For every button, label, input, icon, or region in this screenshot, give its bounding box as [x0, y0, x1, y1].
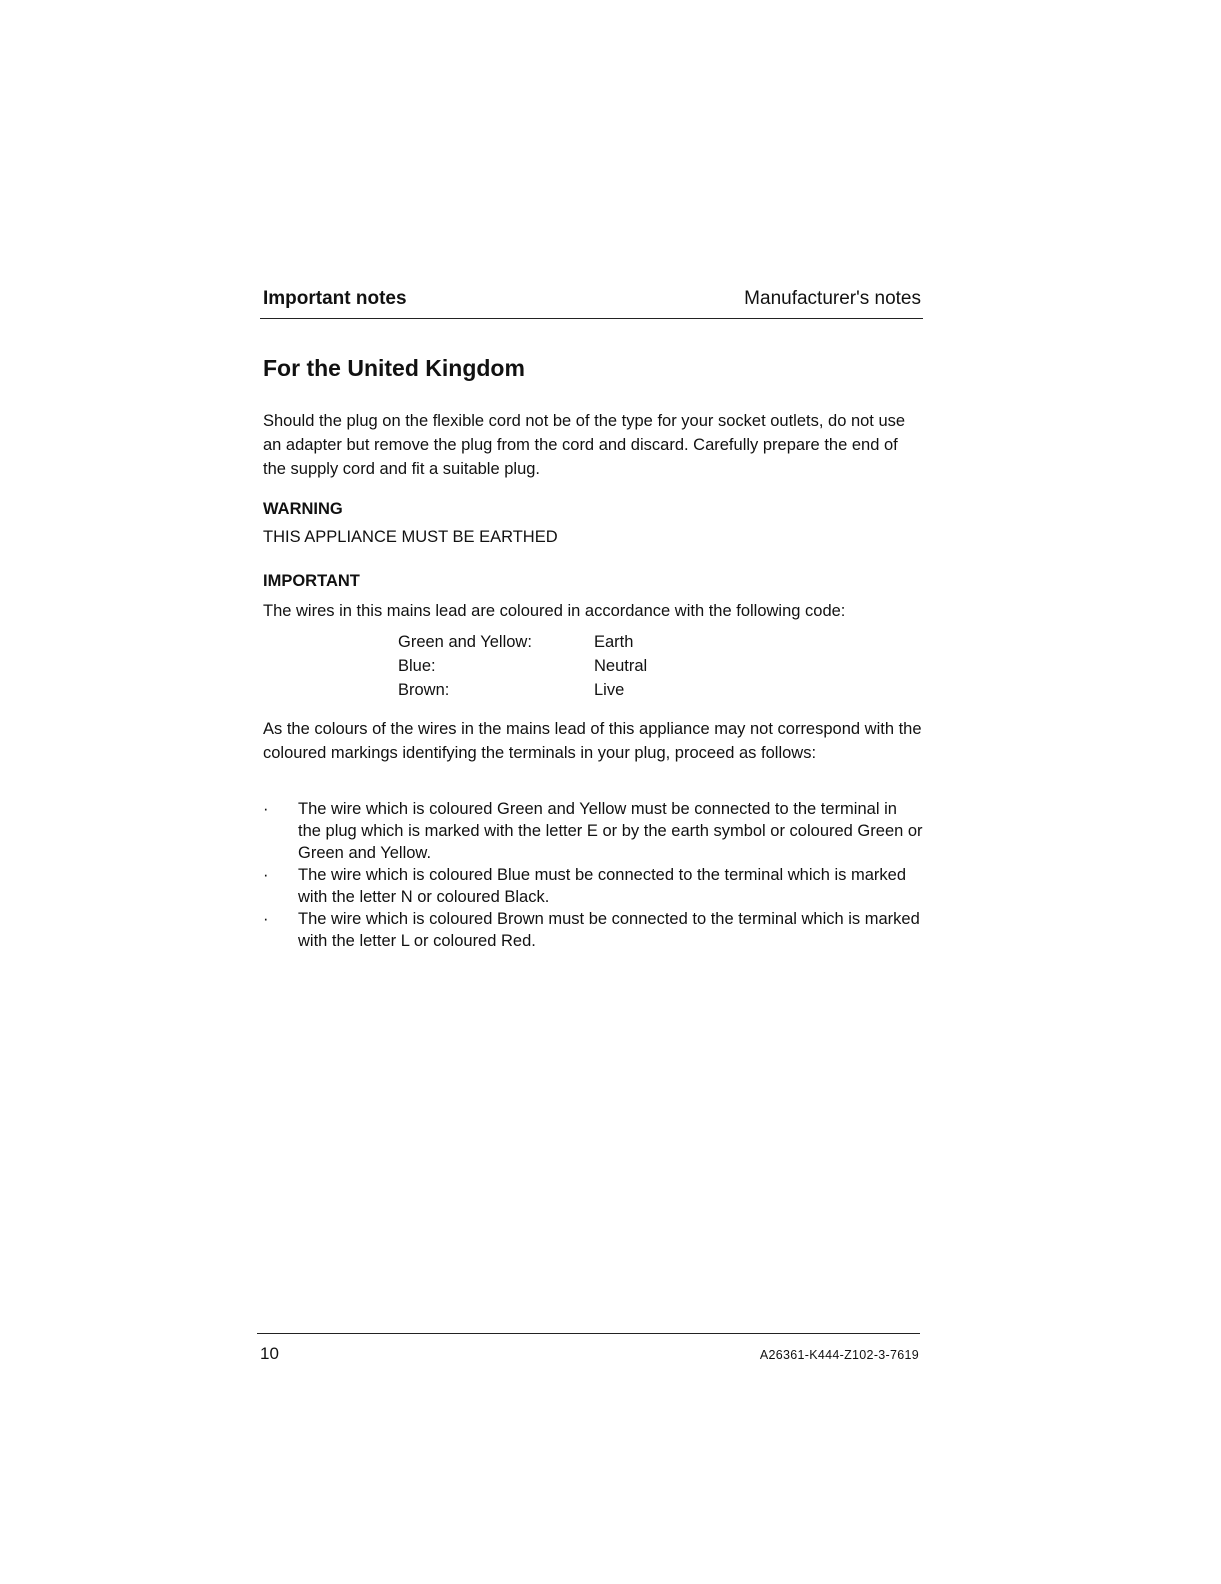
list-item	[263, 798, 923, 864]
wire-colour-row	[398, 657, 647, 681]
wire-meaning: Neutral	[594, 657, 648, 675]
instruction-text: The wire which is coloured Green and Yellow must be connected to the terminal in the plug which is marked with the letter E or by the earth symbol or coloured Green or Green and Yellow.	[298, 800, 923, 862]
instruction-text: The wire which is coloured Blue must be connected to the terminal which is marked with the letter N or coloured Black.	[298, 866, 907, 906]
list-item	[263, 908, 923, 952]
instruction-list	[263, 798, 923, 952]
wire-meaning: Live	[594, 681, 625, 699]
footer-divider	[257, 1333, 920, 1334]
bullet-marker: ·	[263, 910, 269, 928]
header-chapter-title: Manufacturer's notes	[744, 288, 921, 309]
intro-paragraph: Should the plug on the flexible cord not be of the type for your socket outlets, do not use an adapter but remove the plug from the cord and discard. Carefully prepare the end of the supply cord and fit a suitable plug.	[263, 412, 906, 478]
wire-colour-row	[398, 633, 647, 657]
wire-colour: Green and Yellow:	[398, 633, 532, 651]
header-divider	[260, 318, 923, 319]
bullet-marker: ·	[263, 866, 269, 884]
wire-colour: Blue:	[398, 657, 436, 675]
header-section-title: Important notes	[263, 288, 407, 309]
warning-text: THIS APPLIANCE MUST BE EARTHED	[263, 528, 558, 546]
page-title: For the United Kingdom	[263, 355, 525, 381]
correspondence-paragraph: As the colours of the wires in the mains lead of this appliance may not correspond with the coloured markings identifying the terminals in your plug, proceed as follows:	[263, 720, 922, 762]
bullet-marker: ·	[263, 800, 269, 818]
important-label: IMPORTANT	[263, 572, 360, 590]
wire-colour-table	[398, 633, 647, 705]
instruction-text: The wire which is coloured Brown must be connected to the terminal which is marked with the letter L or coloured Red.	[298, 910, 920, 950]
document-code: A26361-K444-Z102-3-7619	[759, 1348, 919, 1362]
warning-label: WARNING	[263, 500, 343, 518]
important-paragraph: The wires in this mains lead are coloured in accordance with the following code:	[263, 602, 846, 620]
list-item	[263, 864, 923, 908]
page-number: 10	[260, 1344, 279, 1363]
wire-meaning: Earth	[594, 633, 634, 651]
wire-colour: Brown:	[398, 681, 450, 699]
wire-colour-row	[398, 681, 647, 705]
